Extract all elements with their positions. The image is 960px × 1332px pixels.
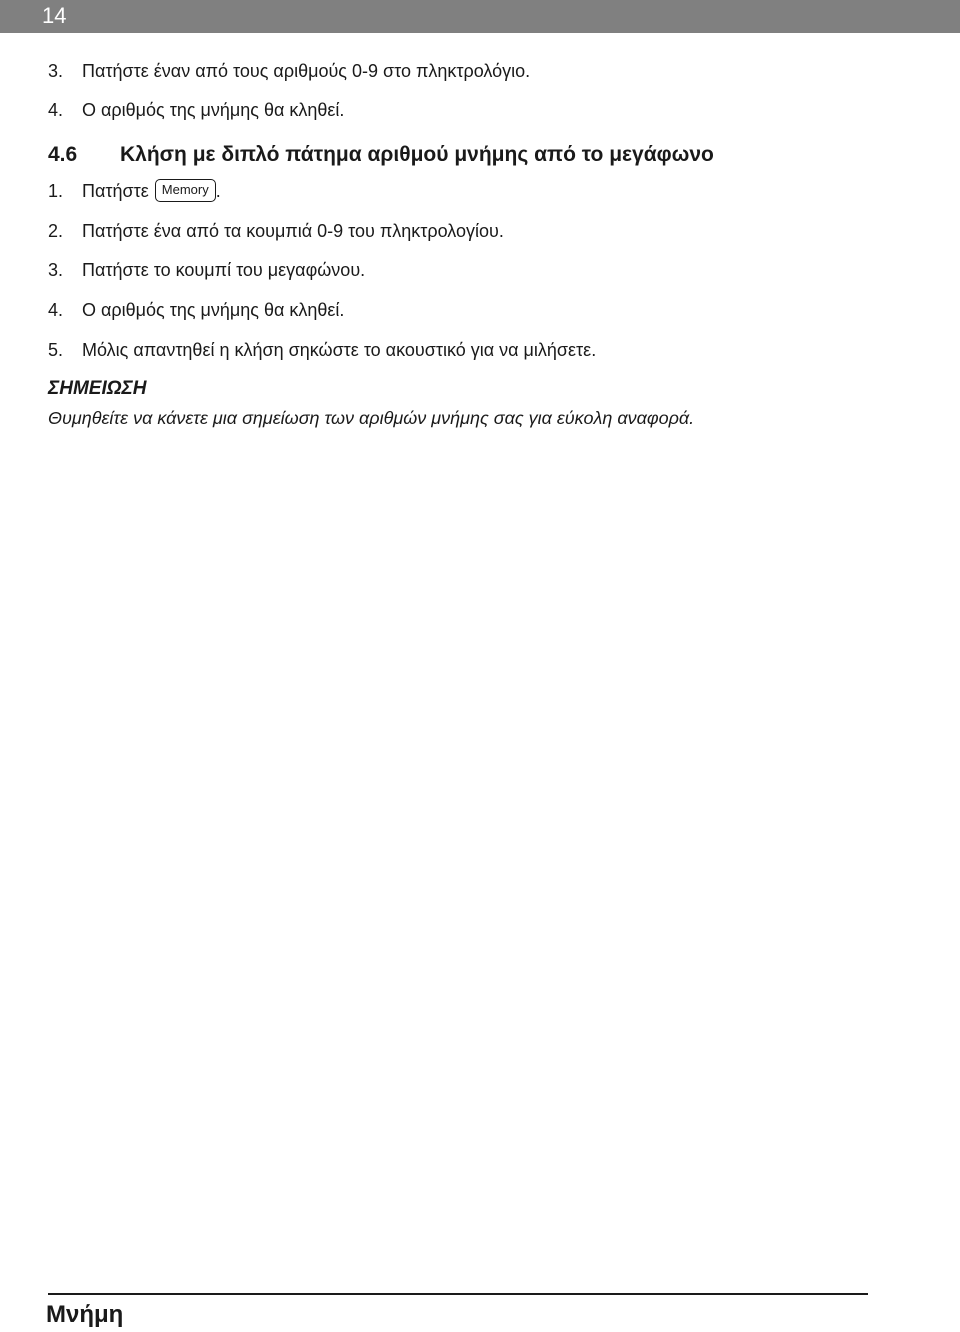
step-number: 1. [48, 181, 64, 201]
step-text: Πατήστε το κουμπί του μεγαφώνου. [82, 260, 366, 280]
list-item [48, 259, 365, 281]
step-number: 5. [48, 340, 64, 360]
page-header-bar [0, 0, 960, 33]
footer-chapter-label: Μνήμη [46, 1301, 124, 1328]
step-text: Μόλις απαντηθεί η κλήση σηκώστε το ακουστικό για να μιλήσετε. [82, 340, 597, 360]
section-heading [48, 142, 714, 168]
footer-divider [48, 1293, 868, 1295]
step-text: Πατήστε έναν από τους αριθμούς 0-9 στο πληκτρολόγιο. [82, 61, 531, 81]
step-number: 3. [48, 61, 64, 81]
section-number: 4.6 [48, 143, 78, 166]
step-text: Πατήστε [82, 181, 149, 201]
step-number: 2. [48, 221, 64, 241]
list-item [48, 339, 596, 361]
step-suffix: . [215, 181, 221, 201]
list-item [48, 299, 344, 321]
step-text: Πατήστε ένα από τα κουμπιά 0-9 του πληκτρολογίου. [82, 221, 504, 241]
step-text: Ο αριθμός της μνήμης θα κληθεί. [82, 300, 345, 320]
note-text: Θυμηθείτε να κάνετε μια σημείωση των αριθμών μνήμης σας για εύκολη αναφορά. [48, 408, 695, 428]
section-title: Κλήση με διπλό πάτημα αριθμού μνήμης από το μεγάφωνο [120, 143, 714, 166]
step-text: Ο αριθμός της μνήμης θα κληθεί. [82, 100, 345, 120]
page-number: 14 [42, 3, 67, 28]
step-number: 4. [48, 100, 64, 120]
memory-key-icon: Memory [155, 179, 216, 202]
list-item [48, 60, 530, 82]
note-title: ΣΗΜΕΙΩΣΗ [48, 378, 147, 399]
list-item [48, 179, 221, 202]
step-number: 3. [48, 260, 64, 280]
list-item [48, 220, 504, 242]
step-number: 4. [48, 300, 64, 320]
list-item [48, 99, 344, 121]
